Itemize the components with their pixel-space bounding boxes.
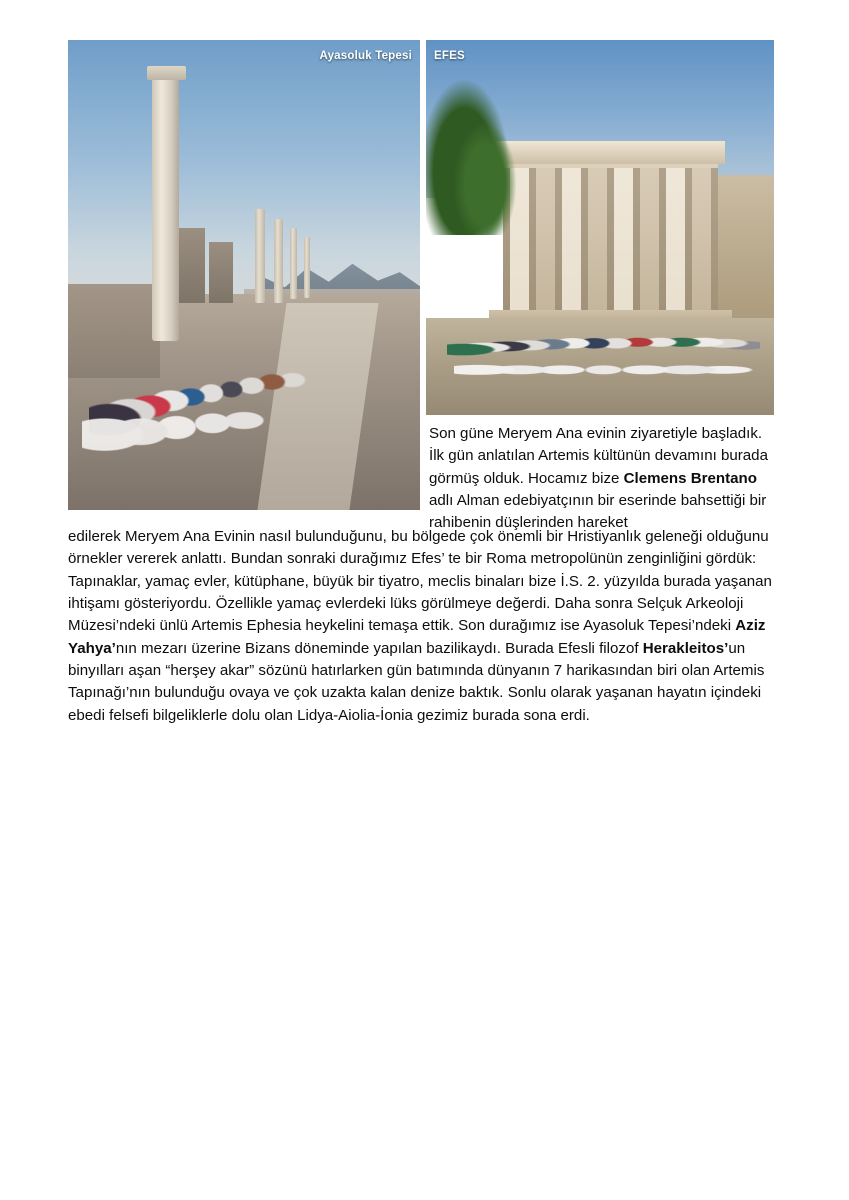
small-column	[290, 228, 298, 299]
column-capital	[147, 66, 186, 80]
sky-background	[68, 40, 420, 313]
ruin-block	[209, 242, 234, 303]
philosopher-name-herakleitos: Herakleitos’	[642, 639, 729, 657]
intro-segment-2: adlı Alman edebiyatçının bir eserinde bahsettiği bir rahibenin düşlerinden hareket	[429, 491, 767, 532]
group-of-people-front	[82, 350, 307, 491]
author-name-clemens-brentano: Clemens Brentano	[623, 469, 757, 487]
article-text	[429, 423, 780, 535]
ayasoluk-tepesi-photo	[68, 40, 420, 510]
group-of-people-front	[454, 333, 753, 401]
document-content	[68, 40, 780, 724]
article-continuation	[68, 526, 780, 727]
saint-name-aziz-yahya: Aziz Yahya’	[68, 617, 766, 657]
main-column	[152, 73, 178, 341]
tree-foliage	[454, 123, 517, 236]
small-column	[304, 237, 310, 298]
small-column	[274, 219, 283, 304]
small-column	[255, 209, 266, 303]
library-entablature	[496, 141, 726, 164]
body-segment-2: nın mezarı üzerine Bizans döneminde yapılan bazilikaydı. Burada Efesli filozof	[115, 639, 643, 657]
intro-paragraph	[429, 423, 780, 535]
photo-caption-efes: EFES	[433, 50, 465, 62]
body-paragraph	[68, 526, 780, 727]
photo-caption-ayasoluk: Ayasoluk Tepesi	[319, 50, 412, 62]
intro-segment-1: Son güne Meryem Ana evinin ziyaretiyle başladık. İlk gün anlatılan Artemis kültünün devamını burada görmüş olduk. Hocamız bize	[429, 425, 768, 487]
body-segment-1: edilerek Meryem Ana Evinin nasıl bulunduğunu, bu bölgede çok önemli bir Hristiyanlık geleneği olduğunu örnekler vererek anlattı. Bundan sonraki durağımız Efes’ te bir Roma metropolünün zenginliğini gördük: Tapınaklar, yamaç evler, kütüphane, büyük bir tiyatro, meclis binaları bize İ.S. 2. yüzyılda burada yaşanan ihtişamı gösteriyordu. Özellikle yamaç evlerdeki lüks görülmeye değerdi. Daha sonra Selçuk Arkeoloji Müzesi’ndeki ünlü Artemis Ephesia heykelini temaşa ettik. Son durağımız ise Ayasoluk Tepesi’ndeki	[68, 528, 772, 635]
efes-photo	[426, 40, 774, 415]
body-segment-3: un binyılları aşan “herşey akar” sözünü hatırlarken gün batımında dünyanın 7 harikasından biri olan Artemis Tapınağı’nın bulunduğu ovaya ve çok uzakta kalan denize baktık. Sonlu olarak yaşanan hayatın içindeki ebedi felsefi bilgeliklerle dolu olan Lidya-Aiolia-İonia gezimiz burada sona erdi.	[68, 639, 765, 724]
